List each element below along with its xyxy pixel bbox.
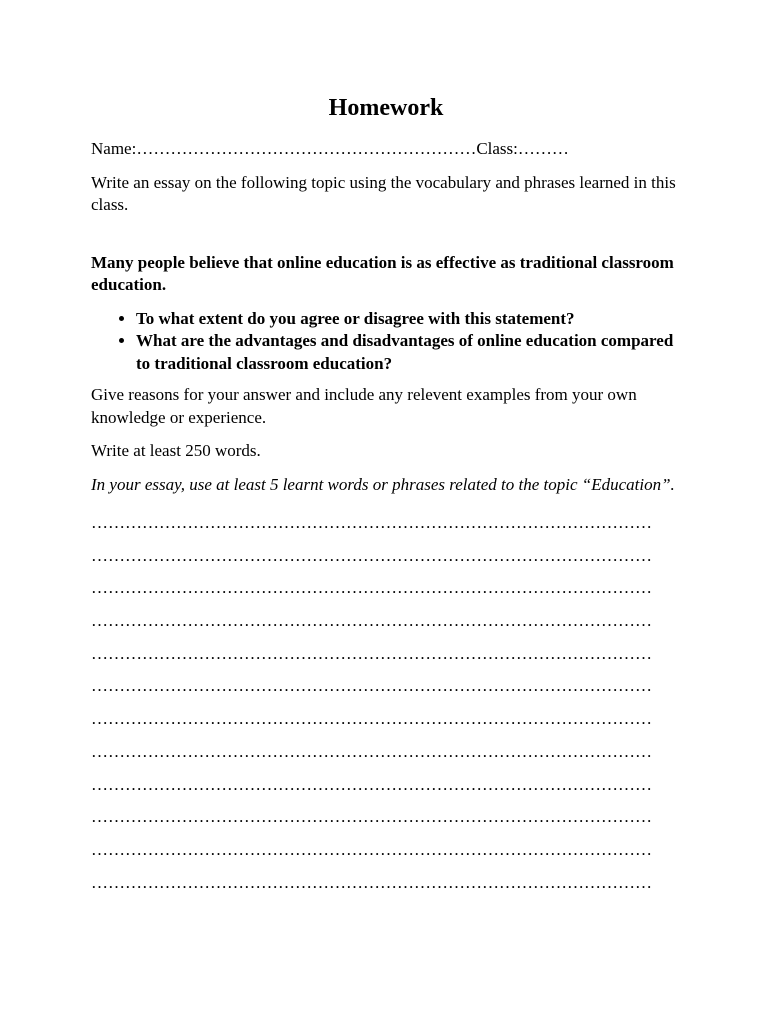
vocab-note: In your essay, use at least 5 learnt words or phrases related to the topic “Education”. [91,474,675,494]
topic-statement: Many people believe that online education is as effective as traditional classroom education. [91,252,674,294]
answer-line[interactable]: ……………………………………………………………………………………… [91,513,652,532]
answer-area[interactable] [91,507,681,899]
question-item: • To what extent do you agree or disagree with this statement? [136,308,681,331]
answer-line[interactable]: ……………………………………………………………………………………… [91,839,652,859]
answer-line[interactable]: ……………………………………………………………………………………… [91,872,652,892]
answer-line[interactable]: ……………………………………………………………………………………… [91,611,652,631]
question-list [91,308,681,376]
word-count-text: Write at least 250 words. [91,441,261,460]
answer-line[interactable]: ……………………………………………………………………………………… [91,709,652,729]
instruction-text: Write an essay on the following topic using the vocabulary and phrases learned in this class. [91,172,676,214]
answer-line[interactable]: ……………………………………………………………………………………… [91,643,652,663]
homework-page [91,92,681,899]
reasons-text: Give reasons for your answer and include any relevent examples from your own knowledge or experience. [91,385,637,427]
answer-line[interactable]: ……………………………………………………………………………………… [91,676,652,696]
answer-line[interactable]: ……………………………………………………………………………………… [91,774,652,794]
name-class-line: Name:……………………………………………………Class:……… [91,139,569,158]
answer-line[interactable]: ……………………………………………………………………………………… [91,741,652,761]
answer-line[interactable]: ……………………………………………………………………………………… [91,807,652,827]
page-title: Homework [328,95,444,121]
answer-line[interactable]: ……………………………………………………………………………………… [91,578,652,598]
question-item: • What are the advantages and disadvantages of online education compared to traditional classroom education? [136,330,681,375]
spacer [91,228,681,252]
answer-line[interactable]: ……………………………………………………………………………………… [91,545,652,565]
